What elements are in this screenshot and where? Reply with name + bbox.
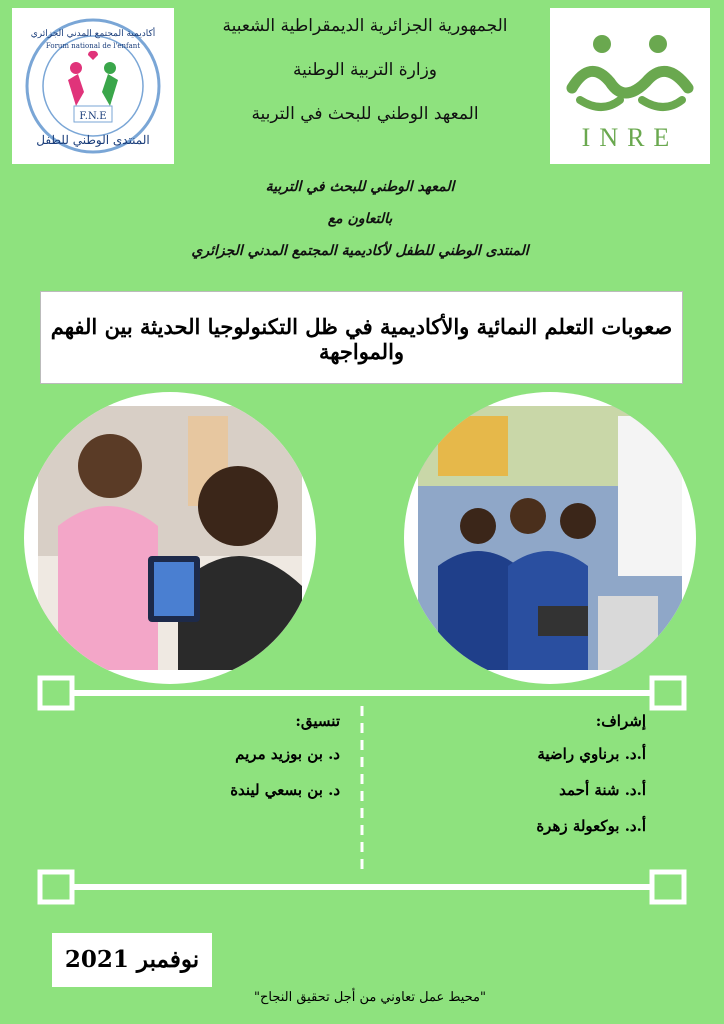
supervision-block xyxy=(386,706,646,844)
motto: "محيط عمل تعاوني من أجل تحقيق النجاح" xyxy=(253,990,486,1005)
coordinator-name: د. بن بوزيد مريم xyxy=(235,745,340,763)
coordination-heading: تنسيق: xyxy=(295,712,340,730)
collab-partner: المنتدى الوطني للطفل لأكاديمية المجتمع المدني الجزائري xyxy=(191,243,529,259)
fne-bottom-text: المنتدى الوطني للطفل xyxy=(36,133,150,147)
supervision-heading: إشراف: xyxy=(595,712,646,730)
supervisor-name: أ.د. بوكعولة زهرة xyxy=(536,817,646,835)
coordination-block xyxy=(90,706,340,808)
fne-french-text: Forum national de l'enfant xyxy=(45,42,141,50)
republic-name: الجمهورية الجزائرية الديمقراطية الشعبية xyxy=(222,16,508,36)
supervisor-name: أ.د. شنة أحمد xyxy=(559,781,646,799)
coordinator-name: د. بن بسعي ليندة xyxy=(230,781,340,799)
collab-with: بالتعاون مع xyxy=(327,211,393,227)
publication-date: نوفمبر 2021 xyxy=(52,933,212,987)
inre-wordmark: INRE xyxy=(581,123,679,152)
supervisor-name: أ.د. برناوي راضية xyxy=(537,745,646,763)
document-title: صعوبات التعلم النمائية والأكاديمية في ظل التكنولوجيا الحديثة بين الفهم والمواجهة xyxy=(50,314,673,364)
collab-institute: المعهد الوطني للبحث في التربية xyxy=(265,179,455,195)
fne-arc-text: أكاديمية المجتمع المدني الجزائري xyxy=(30,29,156,39)
fne-acronym: F.N.E xyxy=(79,111,107,122)
ministry-name: وزارة التربية الوطنية xyxy=(292,60,438,80)
institute-name: المعهد الوطني للبحث في التربية xyxy=(251,104,479,124)
